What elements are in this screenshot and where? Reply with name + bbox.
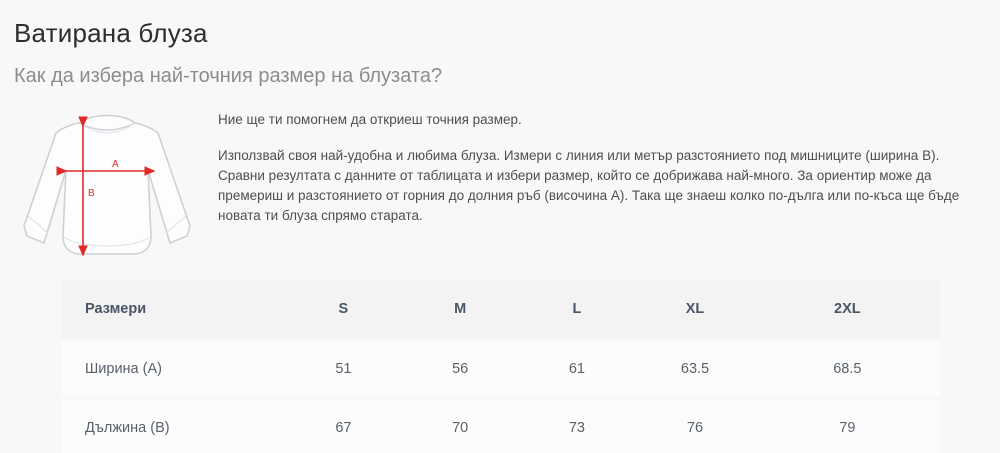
size-table [62, 280, 940, 453]
width-value-l: 61 [568, 361, 585, 377]
size-col-m: M [454, 301, 467, 317]
width-value-xl: 63.5 [680, 361, 710, 377]
page-title: Ватирана блуза [14, 18, 208, 48]
guide-intro: Ние ще ти помогнем да откриеш точния размер. [218, 112, 522, 127]
shirt-outline [24, 116, 190, 255]
guide-body: Използвай своя най-удобна и любима блуза. Измери с линия или метър разстоянието под мишниците (ширина B). Сравни резултата с данните от таблицата и избери размер, който се добрижава най-много. За ориентир може да премериш и разстоянието от горния до долния ръб (височина A). Така ще знаеш колко по-дълга или по-къса ще бъде новата ти блуза спрямо старата. [218, 148, 960, 223]
width-value-s: 51 [335, 361, 352, 377]
row-label: Ширина (A) [85, 361, 162, 377]
size-table-title: Размери [85, 301, 147, 317]
row-label: Дължина (B) [85, 420, 170, 436]
size-table-header-row [62, 280, 940, 338]
width-value-m: 56 [452, 361, 469, 377]
size-col-l: L [572, 301, 582, 317]
length-value-xl: 76 [686, 420, 704, 436]
length-value-m: 70 [452, 420, 469, 436]
width-value-2xl: 68.5 [833, 361, 862, 377]
width-measure-label: A [112, 159, 119, 170]
size-col-s: S [338, 301, 349, 317]
length-value-l: 73 [568, 420, 585, 436]
table-row-width [62, 341, 940, 397]
guide-section [14, 106, 960, 264]
length-value-2xl: 79 [839, 420, 856, 436]
size-col-xl: XL [685, 301, 705, 317]
size-col-2xl: 2XL [834, 301, 861, 317]
table-row-length [62, 400, 940, 453]
page-subtitle: Как да избера най-точния размер на блузата? [14, 65, 443, 87]
length-value-s: 67 [335, 420, 352, 436]
height-measure-label: B [88, 188, 95, 199]
guide-text [218, 110, 960, 226]
shirt-measurement-diagram-icon [14, 106, 204, 264]
